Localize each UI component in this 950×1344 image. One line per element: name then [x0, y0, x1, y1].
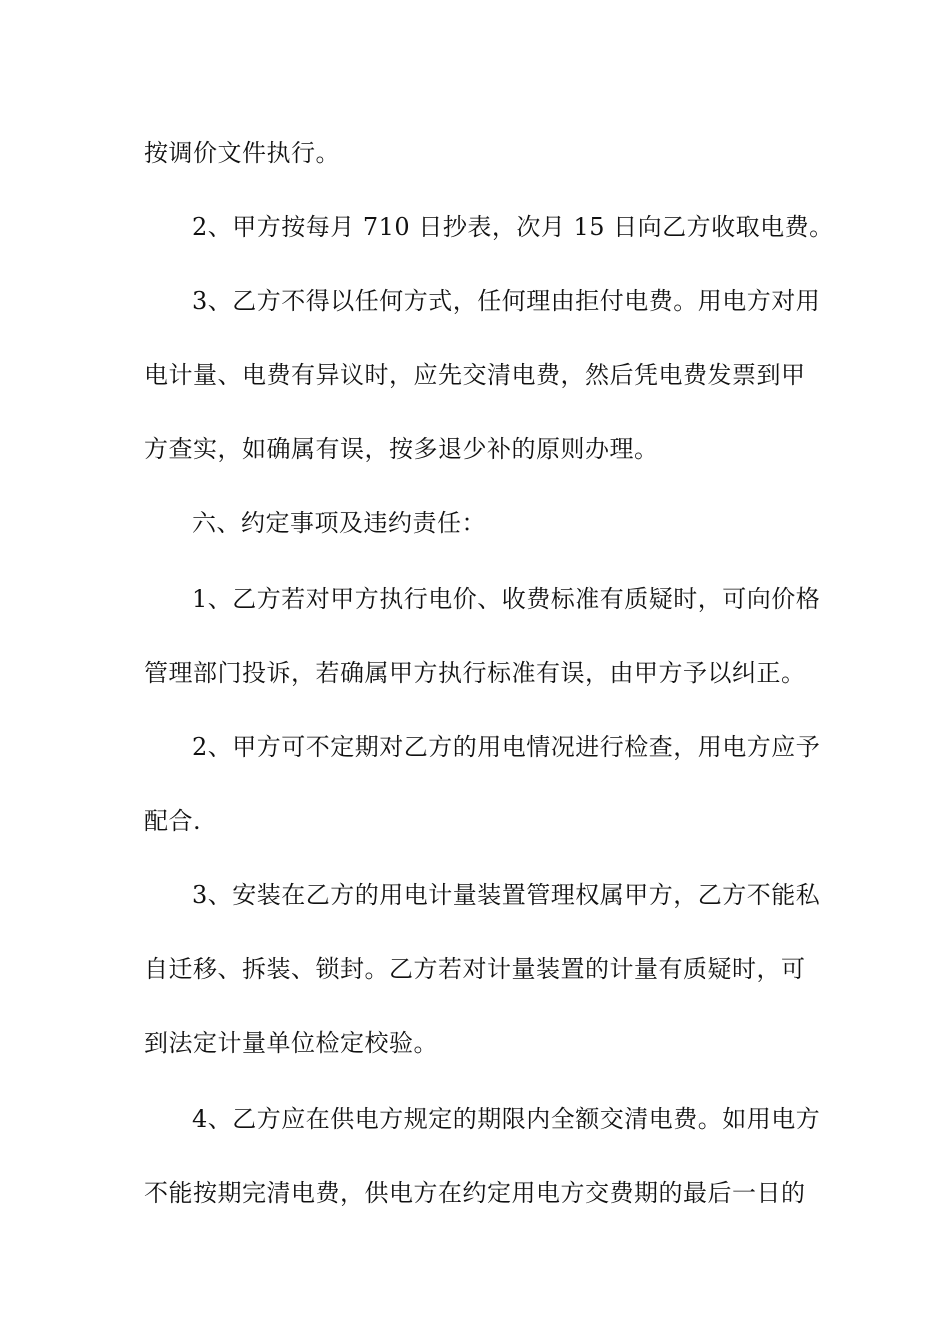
text-line-13: 到法定计量单位检定校验。: [144, 1029, 438, 1057]
text-line-3: 3、乙方不得以任何方式，任何理由拒付电费。用电方对用: [192, 287, 821, 315]
text-line-2: 2、甲方按每月 710 日抄表，次月 15 日向乙方收取电费。: [192, 213, 834, 241]
section-heading-six: 六、约定事项及违约责任：: [192, 509, 486, 537]
text-line-15: 不能按期完清电费，供电方在约定用电方交费期的最后一日的: [144, 1179, 806, 1207]
text-line-4: 电计量、电费有异议时，应先交清电费，然后凭电费发票到甲: [144, 361, 806, 389]
text-line-5: 方查实，如确属有误，按多退少补的原则办理。: [144, 435, 659, 463]
text-line-14: 4、乙方应在供电方规定的期限内全额交清电费。如用电方: [192, 1105, 821, 1133]
text-line-12: 自迁移、拆装、锁封。乙方若对计量装置的计量有质疑时，可: [144, 955, 806, 983]
text-line-1: 按调价文件执行。: [144, 139, 340, 167]
text-line-11: 3、安装在乙方的用电计量装置管理权属甲方，乙方不能私: [192, 881, 821, 909]
text-line-7: 1、乙方若对甲方执行电价、收费标准有质疑时，可向价格: [192, 585, 821, 613]
text-line-9: 2、甲方可不定期对乙方的用电情况进行检查，用电方应予: [192, 733, 821, 761]
text-line-10: 配合.: [144, 807, 202, 835]
text-line-8: 管理部门投诉，若确属甲方执行标准有误，由甲方予以纠正。: [144, 659, 806, 687]
